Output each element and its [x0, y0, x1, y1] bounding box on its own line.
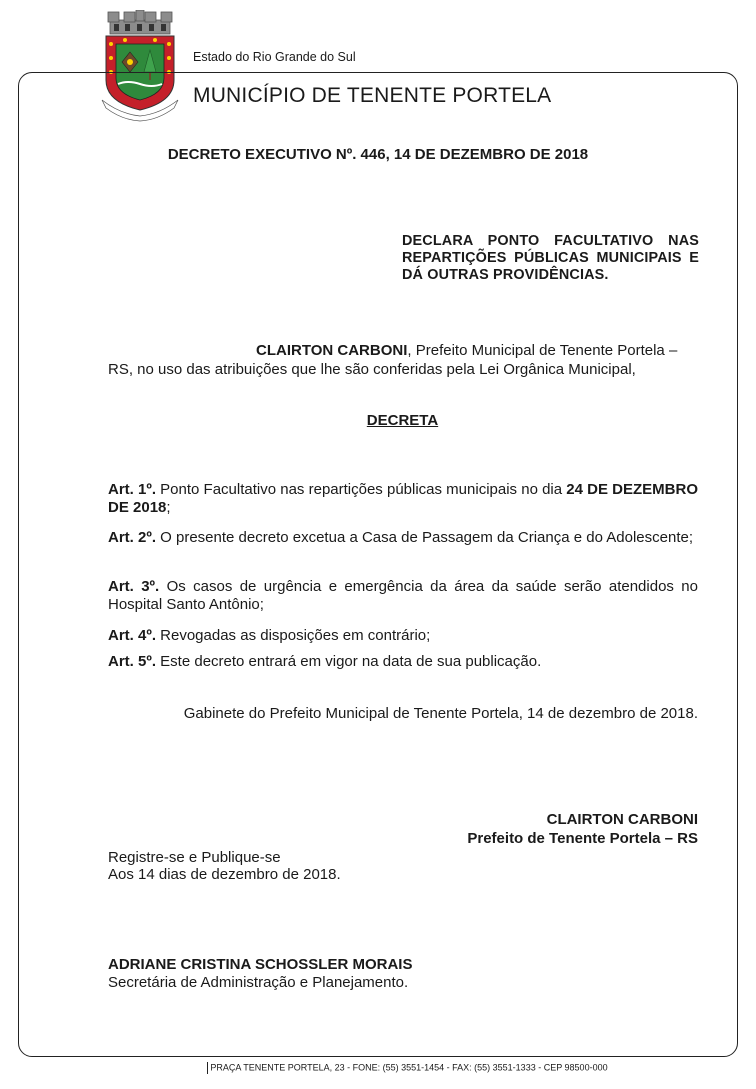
signatory-name: CLAIRTON CARBONI: [546, 811, 698, 828]
article-label: Art. 1º.: [108, 481, 156, 498]
article-text: Este decreto entrará em vigor na data de sua publicação.: [156, 653, 542, 670]
article-5: [108, 653, 698, 671]
decree-preamble: [108, 341, 698, 379]
decreta-heading: DECRETA: [366, 412, 439, 429]
article-3: [108, 578, 698, 614]
registry-line-2: Aos 14 dias de dezembro de 2018.: [108, 866, 341, 883]
article-label: Art. 5º.: [108, 653, 156, 670]
article-tail: ;: [166, 499, 171, 516]
closing-line: Gabinete do Prefeito Municipal de Tenente Portela, 14 de dezembro de 2018.: [183, 705, 698, 722]
decree-ementa: DECLARA PONTO FACULTATIVO NAS REPARTIÇÕES PÚBLICAS MUNICIPAIS E DÁ OUTRAS PROVIDÊNCIAS.: [402, 233, 699, 283]
mayor-name: CLAIRTON CARBONI: [256, 342, 408, 359]
state-name: Estado do Rio Grande do Sul: [193, 50, 356, 64]
municipality-name: MUNICÍPIO DE TENENTE PORTELA: [193, 84, 552, 107]
article-label: Art. 3º.: [108, 578, 160, 595]
article-4: [108, 627, 698, 645]
article-1: [108, 481, 698, 517]
preamble-text: , Prefeito Municipal de Tenente Portela – RS, no uso das atribuições que lhe são conferidas pela Lei Orgânica Municipal,: [108, 342, 678, 378]
article-label: Art. 2º.: [108, 529, 156, 546]
footer-address-text: PRAÇA TENENTE PORTELA, 23 - FONE: (55) 3551-1454 - FAX: (55) 3551-1333 - CEP 98500-000: [210, 1062, 608, 1073]
article-date: 24 DE DEZEMBRO DE 2018: [108, 481, 698, 516]
footer-address: [0, 1062, 756, 1074]
footer-divider: [207, 1062, 208, 1074]
secretary-name: ADRIANE CRISTINA SCHOSSLER MORAIS: [108, 956, 413, 973]
document-frame: [18, 72, 738, 1057]
article-text: Ponto Facultativo nas repartições públicas municipais no dia: [156, 481, 567, 498]
article-text: Revogadas as disposições em contrário;: [156, 627, 431, 644]
article-label: Art. 4º.: [108, 627, 156, 644]
signatory-role: Prefeito de Tenente Portela – RS: [467, 830, 698, 847]
decree-title: DECRETO EXECUTIVO Nº. 446, 14 DE DEZEMBRO DE 2018: [167, 146, 589, 163]
article-text: Os casos de urgência e emergência da área da saúde serão atendidos no Hospital Santo Antônio;: [108, 578, 698, 613]
registry-line-1: Registre-se e Publique-se: [108, 849, 281, 866]
secretary-role: Secretária de Administração e Planejamento.: [108, 974, 409, 991]
article-2: [108, 529, 698, 547]
article-text: O presente decreto excetua a Casa de Passagem da Criança e do Adolescente;: [156, 529, 693, 546]
